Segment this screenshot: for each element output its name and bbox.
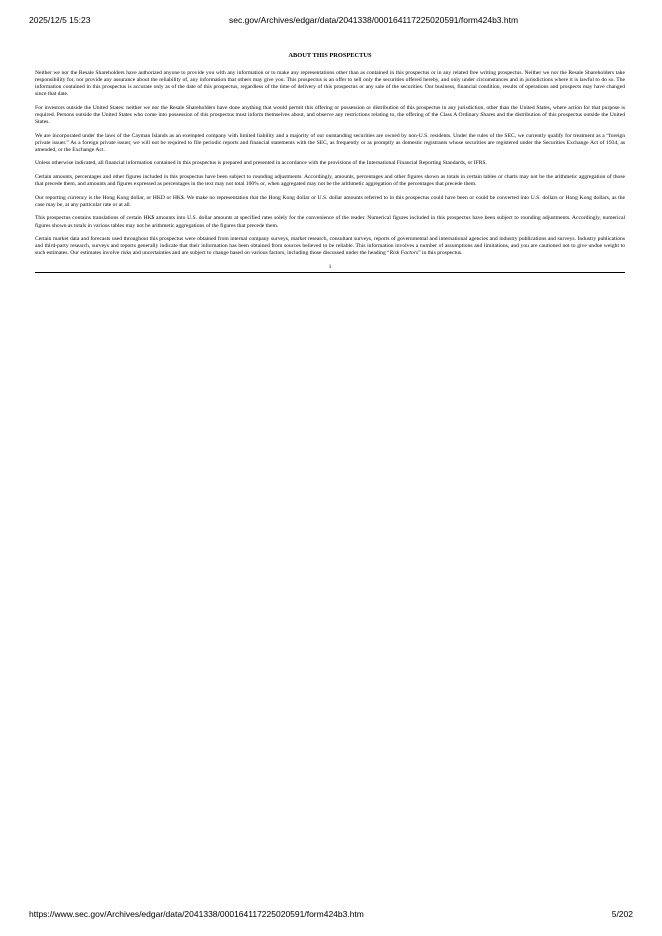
page-number: 1 <box>328 263 332 270</box>
paragraph-market-data <box>35 236 625 257</box>
market-data-text-end: ” in this prospectus. <box>418 250 463 257</box>
paragraph-rounding: Certain amounts, percentages and other figures included in this prospectus have been subject to rounding adjustments. Accordingly, amounts, percentages and other figures shown as totals in certain tables or charts may not be the arithmetic aggregation of those that precede them, and amounts and figures expressed as percentages in the text may not total 100% or, when aggregated may not be the arithmetic aggregation of the percentages that precede them. <box>35 174 625 188</box>
print-footer <box>29 909 633 923</box>
paragraph-investors-outside-us: For investors outside the United States: neither we nor the Resale Shareholders have done anything that would permit this offering or possession or distribution of this prospectus in any jurisdiction, other than the United States, where action for that purpose is required. Persons outside the United States who come into possession of this prospectus must inform themselves about, and observe any restrictions relating to, the offering of the Class A Ordinary Shares and the distribution of this prospectus outside the United States. <box>35 104 625 126</box>
paragraph-foreign-private-issuer: We are incorporated under the laws of the Cayman Islands as an exempted company with limited liability and a majority of our outstanding securities are owned by non-U.S. residents. Under the rules of the SEC, we currently qualify for treatment as a “foreign private issuer.” As a foreign private issuer, we will not be required to file periodic reports and financial statements with the SEC, as frequently or as promptly as domestic registrants whose securities are registered under the Securities Exchange Act of 1934, as amended, or the Exchange Act. <box>35 132 625 153</box>
section-title: ABOUT THIS PROSPECTUS <box>288 52 372 59</box>
page-divider <box>35 272 625 273</box>
print-page-indicator: 5/202 <box>611 909 633 919</box>
paragraph-authorization: Neither we nor the Resale Shareholders have authorized anyone to provide you with any information or to make any representations other than as contained in this prospectus or in any related free writing prospectus. Neither we nor the Resale Shareholders take responsibility for, nor provide any assurance about the reliability of, any information that others may give you. This prospectus is an offer to sell only the securities offered hereby, and only under circumstances and in jurisdictions where it is lawful to do so. The information contained in this prospectus is accurate only as of the date of this prospectus, regardless of the time of delivery of this prospectus or any sale of the securities. Our business, financial condition, results of operations and prospects may have changed since that date. <box>35 70 625 98</box>
print-datetime: 2025/12/5 15:23 <box>29 15 91 25</box>
prospectus-page <box>35 52 625 273</box>
print-footer-url: https://www.sec.gov/Archives/edgar/data/2041338/000164117225020591/form424b3.htm <box>29 909 364 919</box>
risk-factors-reference: Risk Factors <box>389 250 419 257</box>
paragraph-ifrs: Unless otherwise indicated, all financial information contained in this prospectus is prepared and presented in accordance with the provisions of the International Financial Reporting Standards, or IFRS. <box>35 160 487 167</box>
print-header <box>29 15 633 29</box>
print-header-url: sec.gov/Archives/edgar/data/2041338/000164117225020591/form424b3.htm <box>229 15 519 25</box>
market-data-text: Certain market data and forecasts used throughout this prospectus were obtained from internal company surveys, market research, consultant surveys, reports of governmental and international agencies and industry publications and surveys. Industry publications and third-party research, surveys and reports generally indicate that their information has been obtained from sources believed to be reliable. This information involves a number of assumptions and limitations, and you are cautioned not to give undue weight to such estimates. Our estimates involve risks and uncertainties and are subject to change based on various factors, including those discussed under the heading “ <box>35 236 625 257</box>
paragraph-reporting-currency: Our reporting currency is the Hong Kong dollar, or HKD or HK$. We make no representation that the Hong Kong dollar or U.S. dollar amounts referred to in this prospectus could have been or could be converted into U.S. dollars or Hong Kong dollars, as the case may be, at any particular rate or at all. <box>35 194 625 208</box>
paragraph-translations: This prospectus contains translations of certain HK$ amounts into U.S. dollar amounts at specified rates solely for the convenience of the reader. Numerical figures included in this prospectus have been subject to rounding adjustments. Accordingly, numerical figures shown as totals in various tables may not be arithmetic aggregations of the figures that precede them. <box>35 215 625 229</box>
